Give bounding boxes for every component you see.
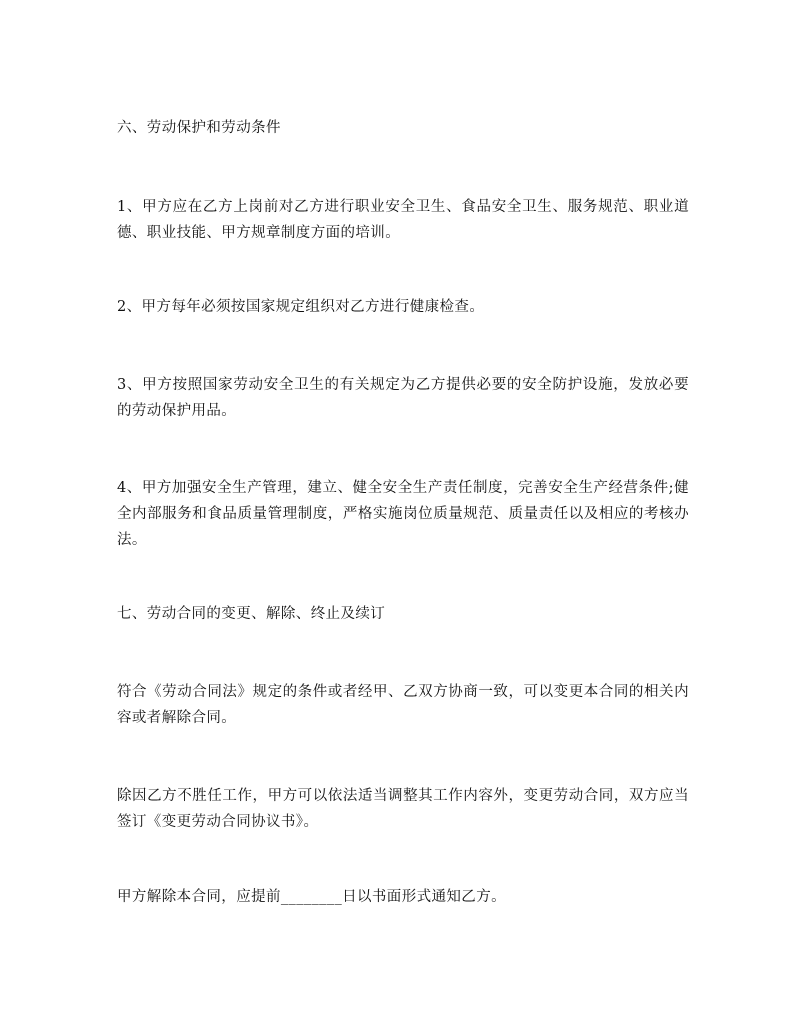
clause-4-safety-management: 4、甲方加强安全生产管理，建立、健全安全生产责任制度，完善安全生产经营条件;健全内部服务和食品质量管理制度，严格实施岗位质量规范、质量责任以及相应的考核办法。 <box>117 480 689 548</box>
paragraph-work-adjustment: 除因乙方不胜任工作，甲方可以依法适当调整其工作内容外，变更劳动合同，双方应当签订《变更劳动合同协议书》。 <box>117 788 689 830</box>
paragraph-termination-notice: 甲方解除本合同，应提前________日以书面形式通知乙方。 <box>117 889 506 905</box>
section-heading-labor-protection: 六、劳动保护和劳动条件 <box>117 120 281 136</box>
section-heading-contract-changes: 七、劳动合同的变更、解除、终止及续订 <box>117 606 386 622</box>
paragraph-contract-modification: 符合《劳动合同法》规定的条件或者经甲、乙双方协商一致，可以变更本合同的相关内容或者解除合同。 <box>117 684 689 726</box>
clause-3-safety-equipment: 3、甲方按照国家劳动安全卫生的有关规定为乙方提供必要的安全防护设施，发放必要的劳动保护用品。 <box>117 377 689 419</box>
clause-2-health-check: 2、甲方每年必须按国家规定组织对乙方进行健康检查。 <box>117 299 485 315</box>
clause-1-training: 1、甲方应在乙方上岗前对乙方进行职业安全卫生、食品安全卫生、服务规范、职业道德、职业技能、甲方规章制度方面的培训。 <box>117 199 689 241</box>
